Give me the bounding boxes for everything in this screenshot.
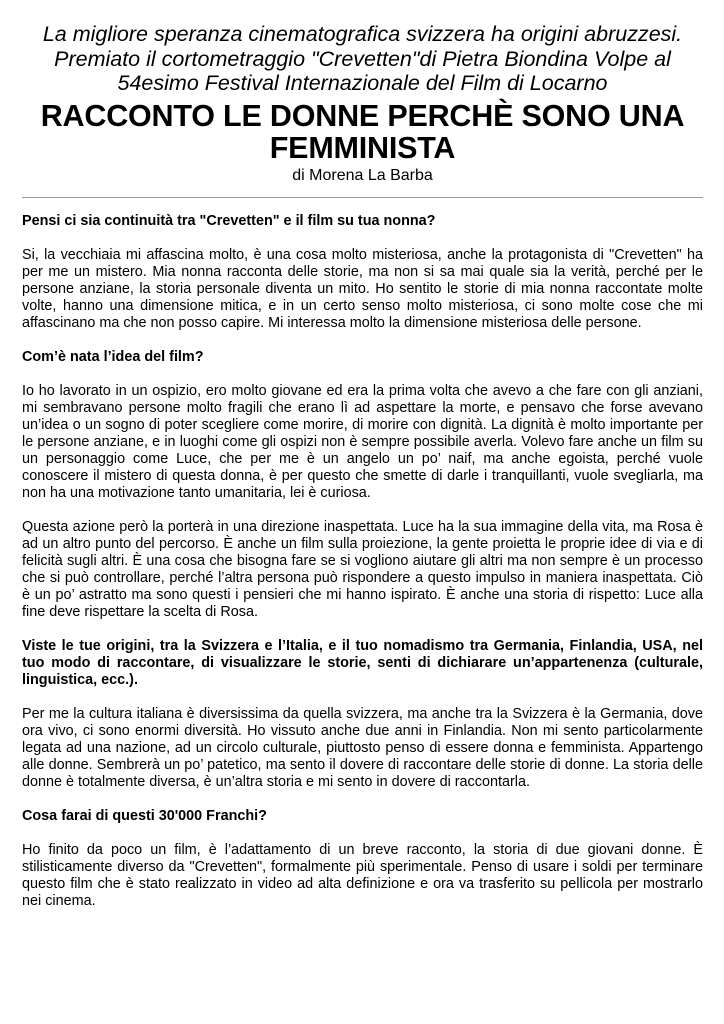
answer-2-continued: Questa azione però la porterà in una direzione inaspettata. Luce ha la sua immagine della vita, ma Rosa è ad un altro punto del percorso. È anche un film sulla proiezione, la gente proietta le proprie idee di via e di felicità sugli altri. È una cosa che bisogna fare se si vogliono aiutare gli altri ma non sempre è un processo che si può controllare, perché l’altra persona può rispondere a questo impulso in maniera inaspettata. Ciò è un po’ astratto ma sono questi i pensieri che mi hanno ispirato. È anche una storia di rispetto: Luce alla fine deve rispettare la scelta di Rosa.: [22, 518, 703, 620]
article-title: RACCONTO LE DONNE PERCHÈ SONO UNA FEMMINISTA: [40, 98, 685, 165]
answer-3: Per me la cultura italiana è diversissima da quella svizzera, ma anche tra la Svizzera è la Germania, dove ora vivo, ci sono enormi diversità. Ho vissuto anche due anni in Finlandia. Non mi sento particolarmente legata ad una nazione, ad un circolo culturale, piuttosto penso di essere donna e femminista. Appartengo alle donne. Sembrerà un po’ patetico, ma sento il dovere di raccontare delle storie di donne. La storia delle donne è totalmente diversa, è un’altra storia e mi sento in dovere di raccontarla.: [22, 705, 703, 790]
question-2: Com’è nata l’idea del film?: [22, 348, 204, 365]
answer-1: Si, la vecchiaia mi affascina molto, è una cosa molto misteriosa, anche la protagonista di "Crevetten" ha per me un mistero. Mia nonna racconta delle storie, ma non si sa mai quale sia la verità, perché per le persone anziane, la storia personale diventa un mito. Ho sentito le storie di mia nonna raccontate molte volte, hanno una dimensione mitica, e in un certo senso molto misteriosa, ci sono molte cose che mi affascinano ma che non posso capire. Mi interessa molto la dimensione misteriosa delle persone.: [22, 246, 703, 331]
question-4: Cosa farai di questi 30'000 Franchi?: [22, 807, 267, 824]
author-byline: di Morena La Barba: [292, 166, 433, 184]
article-page: [22, 22, 703, 927]
question-3: Viste le tue origini, tra la Svizzera e l’Italia, e il tuo nomadismo tra Germania, Finlandia, USA, nel tuo modo di raccontare, di visualizzare le storie, senti di dichiarare un’appartenenza (culturale, linguistica, ecc.).: [22, 637, 703, 688]
answer-2: Io ho lavorato in un ospizio, ero molto giovane ed era la prima volta che avevo a che fare con gli anziani, mi sembravano persone molto fragili che erano lì ad aspettare la morte, e pensavo che forse avevano un’idea o un sogno di poter scegliere come morire, di morire con dignità. La dignità è molto importante per le persone anziane, e in luoghi come gli ospizi non è sempre possibile averla. Volevo fare anche un film su un personaggio come Luce, che per me è un angelo un po’ naif, ma anche egoista, perché vuole conoscere il mistero di questa donna, è per questo che smette di darle i tranquillanti, vuole svegliarla, ma non ha una motivazione tanto umanitaria, lei è curiosa.: [22, 382, 703, 501]
question-1: Pensi ci sia continuità tra "Crevetten" e il film su tua nonna?: [22, 212, 436, 229]
interview-body: [22, 213, 703, 910]
answer-4: Ho finito da poco un film, è l’adattamento di un breve racconto, la storia di due giovani donne. È stilisticamente diverso da "Crevetten", formalmente più sperimentale. Penso di usare i soldi per terminare questo film che è stato realizzato in video ad alta definizione e ora va trasferito su pellicola per mostrarlo nei cinema.: [22, 841, 703, 909]
header-divider: [22, 197, 703, 198]
article-subtitle: La migliore speranza cinematografica svizzera ha origini abruzzesi. Premiato il cortometraggio "Crevetten"di Pietra Biondina Volpe al 54esimo Festival Internazionale del Film di Locarno: [42, 22, 683, 95]
